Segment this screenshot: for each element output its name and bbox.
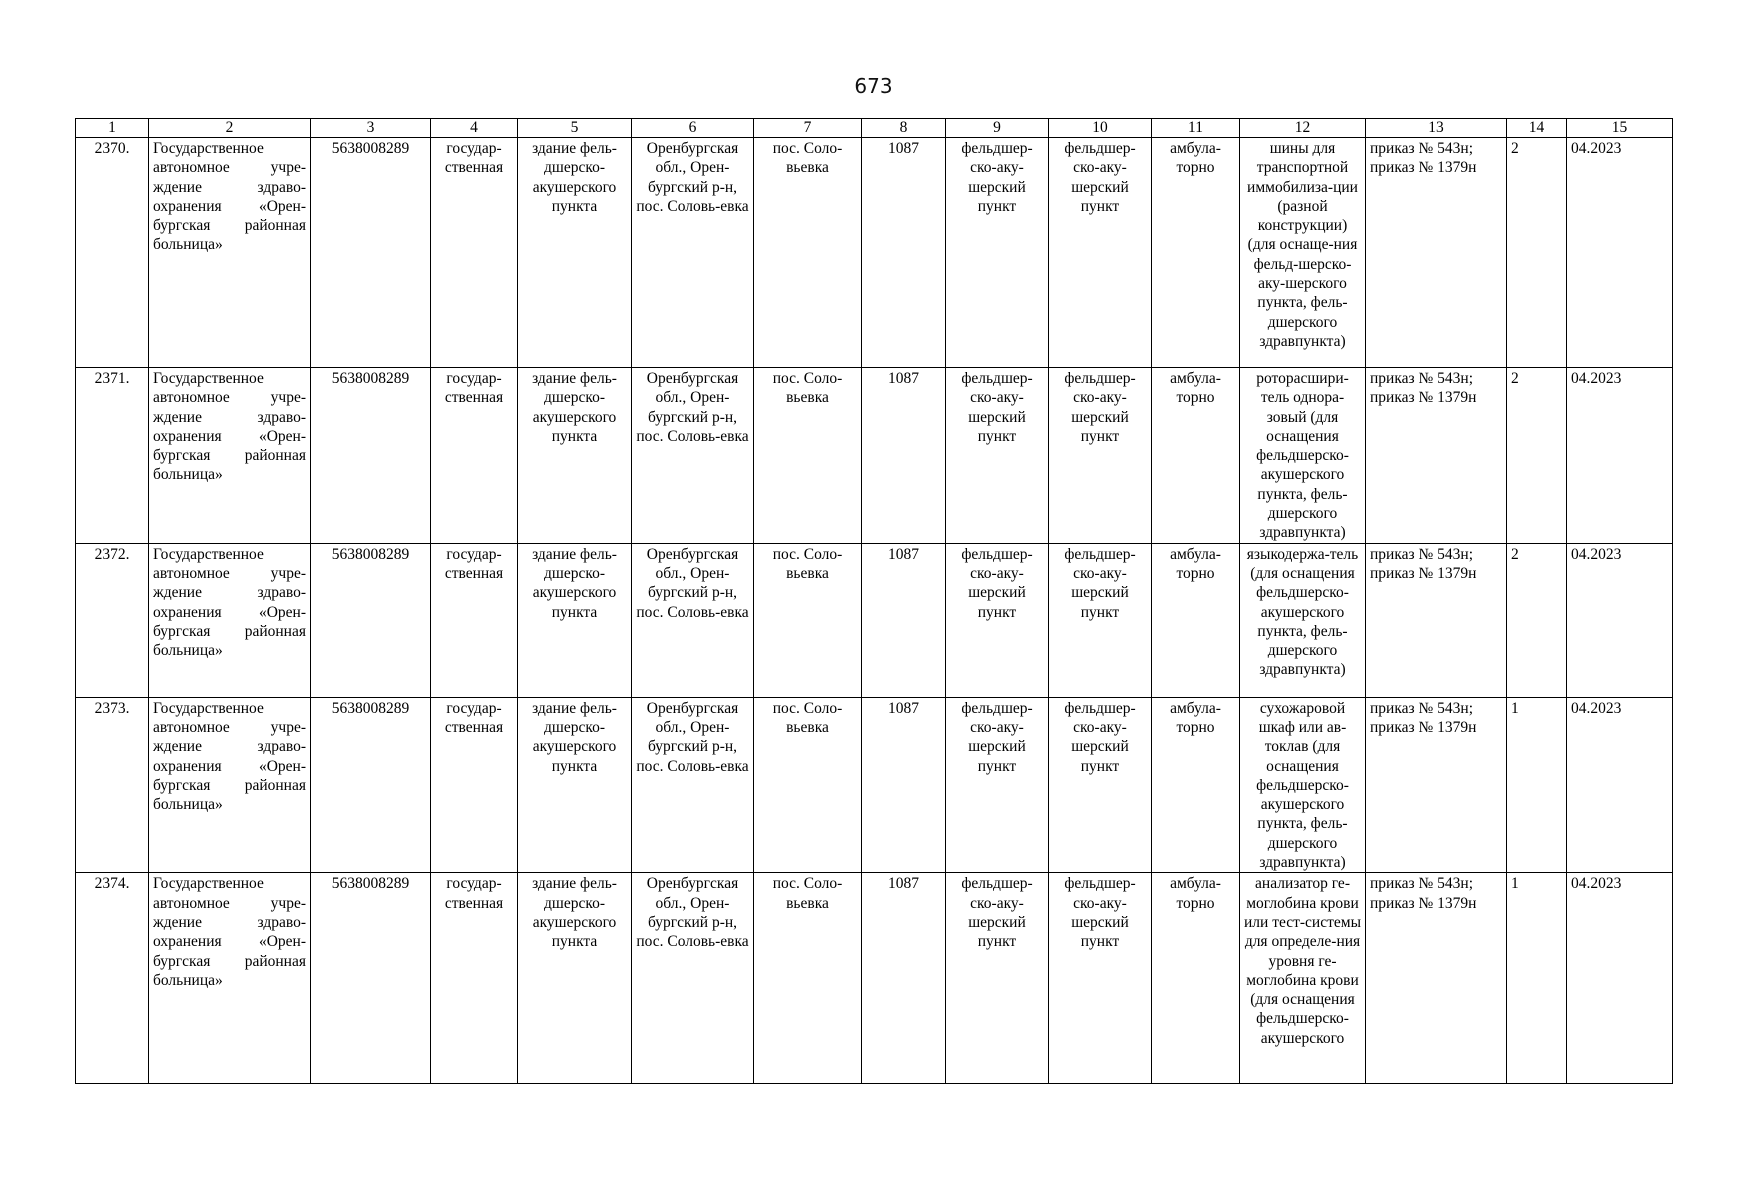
- column-header: 10: [1049, 119, 1152, 138]
- column-header: 6: [632, 119, 754, 138]
- locality: пос. Соло-вьевка: [754, 543, 862, 697]
- orders: приказ № 543н; приказ № 1379н: [1366, 697, 1507, 873]
- unit: фельдшер-ско-аку-шерский пункт: [1049, 873, 1152, 1084]
- column-header: 13: [1366, 119, 1507, 138]
- code: 1087: [862, 697, 946, 873]
- table-row: [76, 873, 1673, 1084]
- quantity: 2: [1507, 138, 1567, 368]
- column-header: 4: [431, 119, 518, 138]
- quantity: 1: [1507, 873, 1567, 1084]
- date: 04.2023: [1567, 697, 1673, 873]
- organization-name: Государственное автономное учре-ждение здраво-охранения «Орен-бургская районная больница»: [149, 368, 311, 544]
- facility-type: фельдшер-ско-аку-шерский пункт: [946, 368, 1049, 544]
- ownership-form: государ-ственная: [431, 697, 518, 873]
- facility-type: фельдшер-ско-аку-шерский пункт: [946, 697, 1049, 873]
- ownership-form: государ-ственная: [431, 543, 518, 697]
- building: здание фель-дшерско-акушерского пункта: [518, 873, 632, 1084]
- care-mode: амбула-торно: [1152, 138, 1240, 368]
- inn: 5638008289: [311, 138, 431, 368]
- building: здание фель-дшерско-акушерского пункта: [518, 368, 632, 544]
- date: 04.2023: [1567, 873, 1673, 1084]
- ownership-form: государ-ственная: [431, 368, 518, 544]
- row-number: 2370.: [76, 138, 149, 368]
- table-row: [76, 368, 1673, 544]
- column-header: 2: [149, 119, 311, 138]
- unit: фельдшер-ско-аку-шерский пункт: [1049, 368, 1152, 544]
- ownership-form: государ-ственная: [431, 138, 518, 368]
- column-number-row: [76, 119, 1673, 138]
- equipment-registry-table: [75, 118, 1673, 1084]
- unit: фельдшер-ско-аку-шерский пункт: [1049, 697, 1152, 873]
- column-header: 1: [76, 119, 149, 138]
- ownership-form: государ-ственная: [431, 873, 518, 1084]
- address: Оренбургская обл., Орен-бургский р-н, пос. Соловь-евка: [632, 368, 754, 544]
- facility-type: фельдшер-ско-аку-шерский пункт: [946, 138, 1049, 368]
- equipment: языкодержа-тель (для оснащения фельдшерско-акушерского пункта, фель-дшерского здравпункта): [1240, 543, 1366, 697]
- address: Оренбургская обл., Орен-бургский р-н, пос. Соловь-евка: [632, 697, 754, 873]
- quantity: 2: [1507, 368, 1567, 544]
- building: здание фель-дшерско-акушерского пункта: [518, 697, 632, 873]
- organization-name: Государственное автономное учре-ждение здраво-охранения «Орен-бургская районная больница»: [149, 543, 311, 697]
- locality: пос. Соло-вьевка: [754, 138, 862, 368]
- address: Оренбургская обл., Орен-бургский р-н, пос. Соловь-евка: [632, 873, 754, 1084]
- code: 1087: [862, 873, 946, 1084]
- equipment: анализатор ге-моглобина крови или тест-системы для определе-ния уровня ге-моглобина крови (для оснащения фельдшерско-акушерского: [1240, 873, 1366, 1084]
- quantity: 1: [1507, 697, 1567, 873]
- organization-name: Государственное автономное учре-ждение здраво-охранения «Орен-бургская районная больница»: [149, 697, 311, 873]
- quantity: 2: [1507, 543, 1567, 697]
- locality: пос. Соло-вьевка: [754, 368, 862, 544]
- column-header: 8: [862, 119, 946, 138]
- row-number: 2371.: [76, 368, 149, 544]
- date: 04.2023: [1567, 138, 1673, 368]
- code: 1087: [862, 543, 946, 697]
- row-number: 2372.: [76, 543, 149, 697]
- table-row: [76, 543, 1673, 697]
- column-header: 9: [946, 119, 1049, 138]
- page-number: 673: [854, 74, 893, 98]
- column-header: 7: [754, 119, 862, 138]
- locality: пос. Соло-вьевка: [754, 697, 862, 873]
- address: Оренбургская обл., Орен-бургский р-н, пос. Соловь-евка: [632, 543, 754, 697]
- care-mode: амбула-торно: [1152, 873, 1240, 1084]
- orders: приказ № 543н; приказ № 1379н: [1366, 138, 1507, 368]
- column-header: 14: [1507, 119, 1567, 138]
- column-header: 3: [311, 119, 431, 138]
- equipment: сухожаровой шкаф или ав-токлав (для оснащения фельдшерско-акушерского пункта, фель-дшерского здравпункта): [1240, 697, 1366, 873]
- care-mode: амбула-торно: [1152, 368, 1240, 544]
- table-row: [76, 697, 1673, 873]
- table-row: [76, 138, 1673, 368]
- building: здание фель-дшерско-акушерского пункта: [518, 543, 632, 697]
- column-header: 15: [1567, 119, 1673, 138]
- organization-name: Государственное автономное учре-ждение здраво-охранения «Орен-бургская районная больница»: [149, 873, 311, 1084]
- unit: фельдшер-ско-аку-шерский пункт: [1049, 138, 1152, 368]
- code: 1087: [862, 368, 946, 544]
- orders: приказ № 543н; приказ № 1379н: [1366, 873, 1507, 1084]
- organization-name: Государственное автономное учре-ждение здраво-охранения «Орен-бургская районная больница»: [149, 138, 311, 368]
- row-number: 2373.: [76, 697, 149, 873]
- care-mode: амбула-торно: [1152, 697, 1240, 873]
- code: 1087: [862, 138, 946, 368]
- locality: пос. Соло-вьевка: [754, 873, 862, 1084]
- date: 04.2023: [1567, 368, 1673, 544]
- inn: 5638008289: [311, 873, 431, 1084]
- column-header: 12: [1240, 119, 1366, 138]
- inn: 5638008289: [311, 543, 431, 697]
- care-mode: амбула-торно: [1152, 543, 1240, 697]
- column-header: 11: [1152, 119, 1240, 138]
- facility-type: фельдшер-ско-аку-шерский пункт: [946, 543, 1049, 697]
- facility-type: фельдшер-ско-аку-шерский пункт: [946, 873, 1049, 1084]
- column-header: 5: [518, 119, 632, 138]
- row-number: 2374.: [76, 873, 149, 1084]
- equipment: роторасшири-тель однора-зовый (для оснащения фельдшерско-акушерского пункта, фель-дшерского здравпункта): [1240, 368, 1366, 544]
- inn: 5638008289: [311, 368, 431, 544]
- building: здание фель-дшерско-акушерского пункта: [518, 138, 632, 368]
- inn: 5638008289: [311, 697, 431, 873]
- date: 04.2023: [1567, 543, 1673, 697]
- unit: фельдшер-ско-аку-шерский пункт: [1049, 543, 1152, 697]
- orders: приказ № 543н; приказ № 1379н: [1366, 543, 1507, 697]
- address: Оренбургская обл., Орен-бургский р-н, пос. Соловь-евка: [632, 138, 754, 368]
- orders: приказ № 543н; приказ № 1379н: [1366, 368, 1507, 544]
- equipment: шины для транспортной иммобилиза-ции (разной конструкции) (для оснаще-ния фельд-шерско-аку-шерского пункта, фель-дшерского здравпункта): [1240, 138, 1366, 368]
